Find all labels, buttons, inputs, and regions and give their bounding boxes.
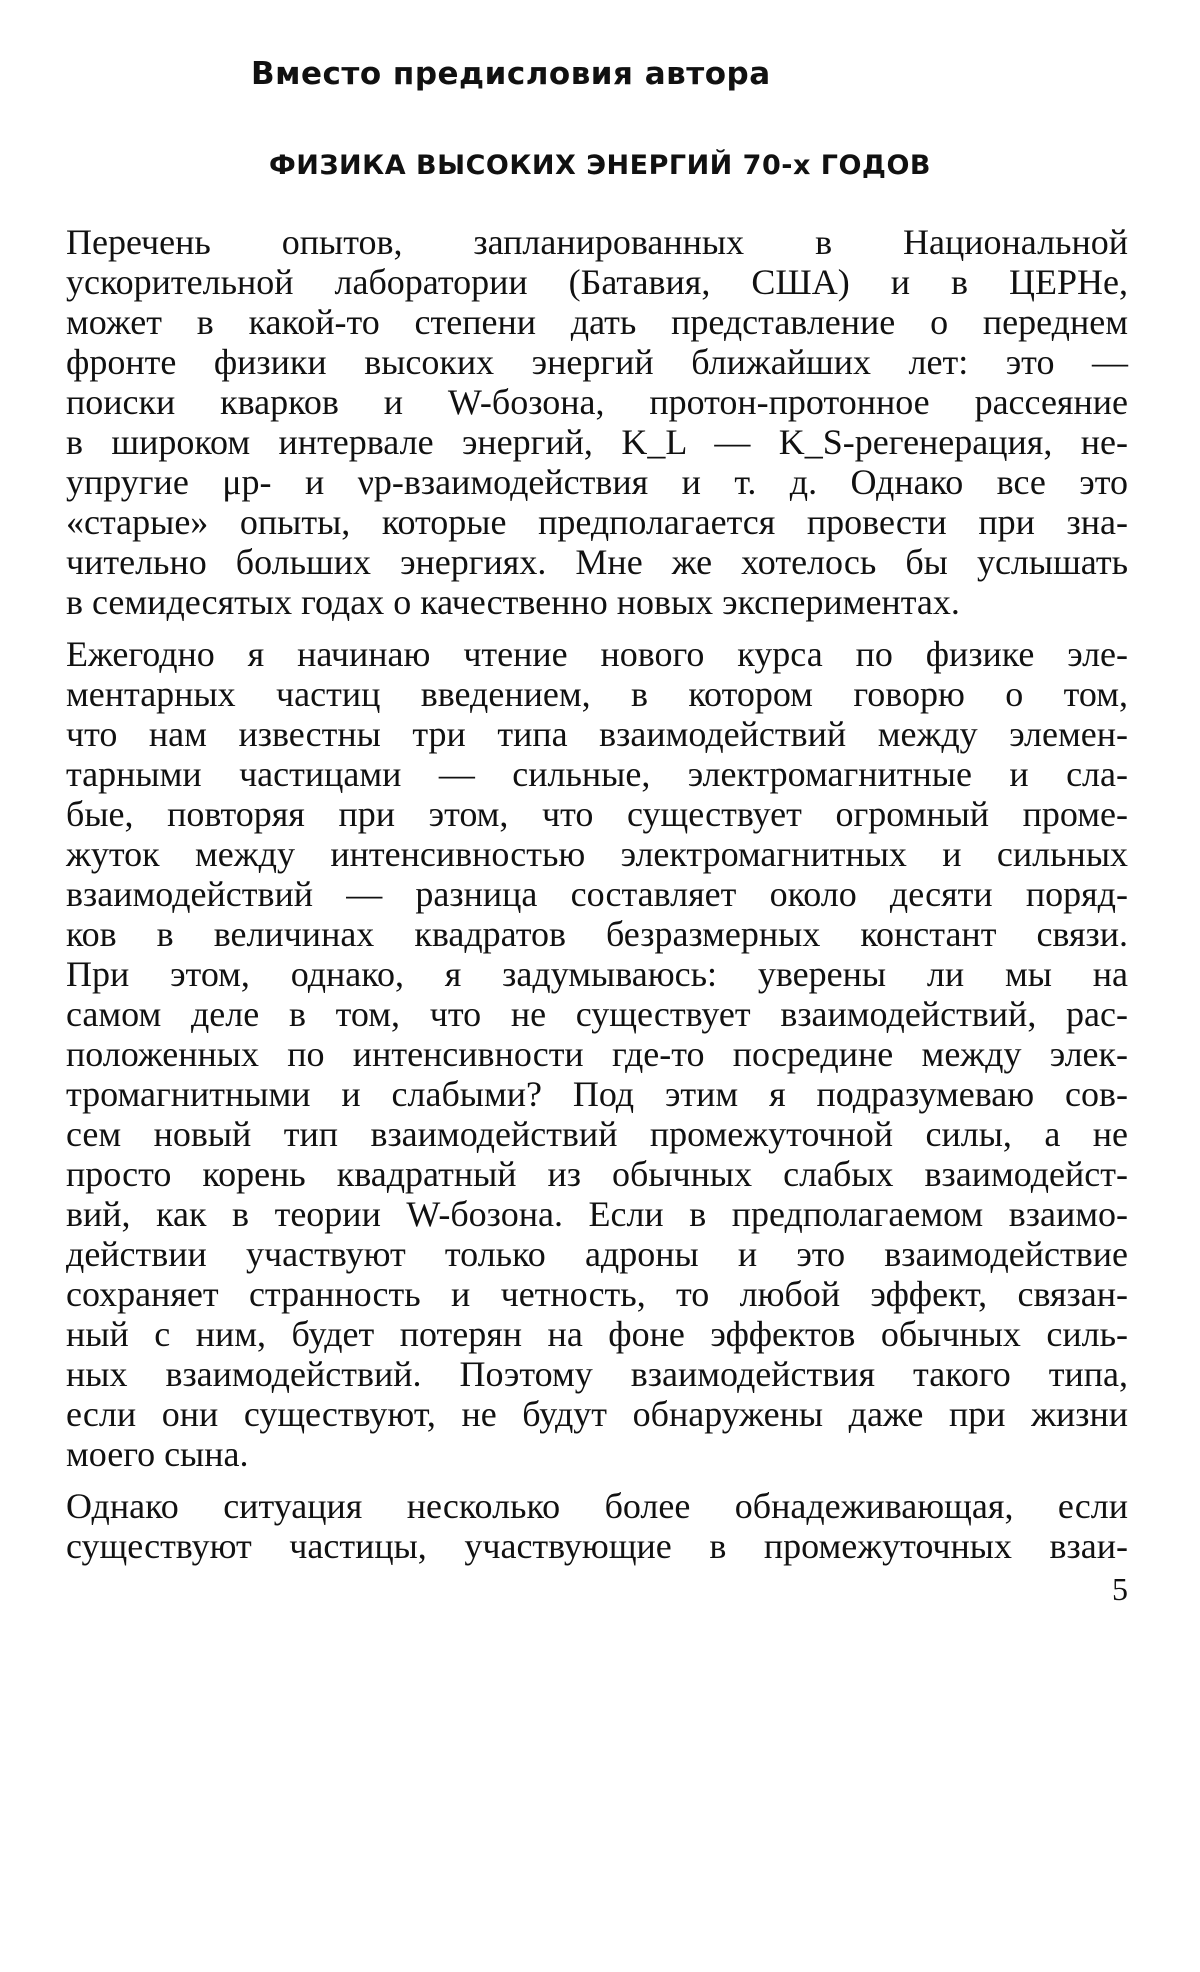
page-number: 5 [1112,1571,1128,1607]
text-line: бые, повторяя при этом, что существует огромный проме- [66,794,1128,834]
text-line: «старые» опыты, которые предполагается провести при зна- [66,502,1128,542]
text-line: действии участвуют только адроны и это взаимодействие [66,1234,1128,1274]
text-line: тарными частицами — сильные, электромагнитные и сла- [66,754,1128,794]
text-line: может в какой-то степени дать представление о переднем [66,302,1128,342]
text-line: упругие μp- и νp-взаимодействия и т. д. Однако все это [66,462,1128,502]
text-line: самом деле в том, что не существует взаимодействий, рас- [66,994,1128,1034]
text-line: жуток между интенсивностью электромагнитных и сильных [66,834,1128,874]
text-line: в семидесятых годах о качественно новых экспериментах. [66,582,960,622]
text-line: ный с ним, будет потерян на фоне эффектов обычных силь- [66,1314,1128,1354]
text-line: сохраняет странность и четность, то любой эффект, связан- [66,1274,1128,1314]
text-line: в широком интервале энергий, K_L — K_S-регенерация, не- [66,422,1128,462]
text-line: ускорительной лаборатории (Батавия, США) и в ЦЕРНе, [66,262,1128,302]
text-line: что нам известны три типа взаимодействий между элемен- [66,714,1128,754]
text-line: Однако ситуация несколько более обнадеживающая, если [66,1486,1128,1526]
running-head: Вместо предисловия автора [251,56,771,92]
text-line: сем новый тип взаимодействий промежуточной силы, а не [66,1114,1128,1154]
text-line: чительно больших энергиях. Мне же хотелось бы услышать [66,542,1128,582]
text-line: просто корень квадратный из обычных слабых взаимодейст- [66,1154,1128,1194]
text-line: ков в величинах квадратов безразмерных констант связи. [66,914,1128,954]
text-line: положенных по интенсивности где-то посредине между элек- [66,1034,1128,1074]
paragraph-2 [66,634,1128,1474]
paragraph-3 [66,1486,1128,1566]
paragraph-1 [66,222,1128,622]
section-title: ФИЗИКА ВЫСОКИХ ЭНЕРГИЙ 70-х ГОДОВ [269,150,931,181]
text-line: если они существуют, не будут обнаружены даже при жизни [66,1394,1128,1434]
text-line: фронте физики высоких энергий ближайших лет: это — [66,342,1128,382]
text-line: Ежегодно я начинаю чтение нового курса по физике эле- [66,634,1128,674]
text-line: вий, как в теории W-бозона. Если в предполагаемом взаимо- [66,1194,1128,1234]
text-line: тромагнитными и слабыми? Под этим я подразумеваю сов- [66,1074,1128,1114]
text-line: существуют частицы, участвующие в промежуточных взаи- [66,1526,1128,1566]
text-line: ных взаимодействий. Поэтому взаимодействия такого типа, [66,1354,1128,1394]
text-line: При этом, однако, я задумываюсь: уверены ли мы на [66,954,1128,994]
text-line: моего сына. [66,1434,249,1474]
text-line: ментарных частиц введением, в котором говорю о том, [66,674,1128,714]
text-line: взаимодействий — разница составляет около десяти поряд- [66,874,1128,914]
text-line: Перечень опытов, запланированных в Национальной [66,222,1128,262]
body-text [66,222,1128,1566]
text-line: поиски кварков и W-бозона, протон-протонное рассеяние [66,382,1128,422]
